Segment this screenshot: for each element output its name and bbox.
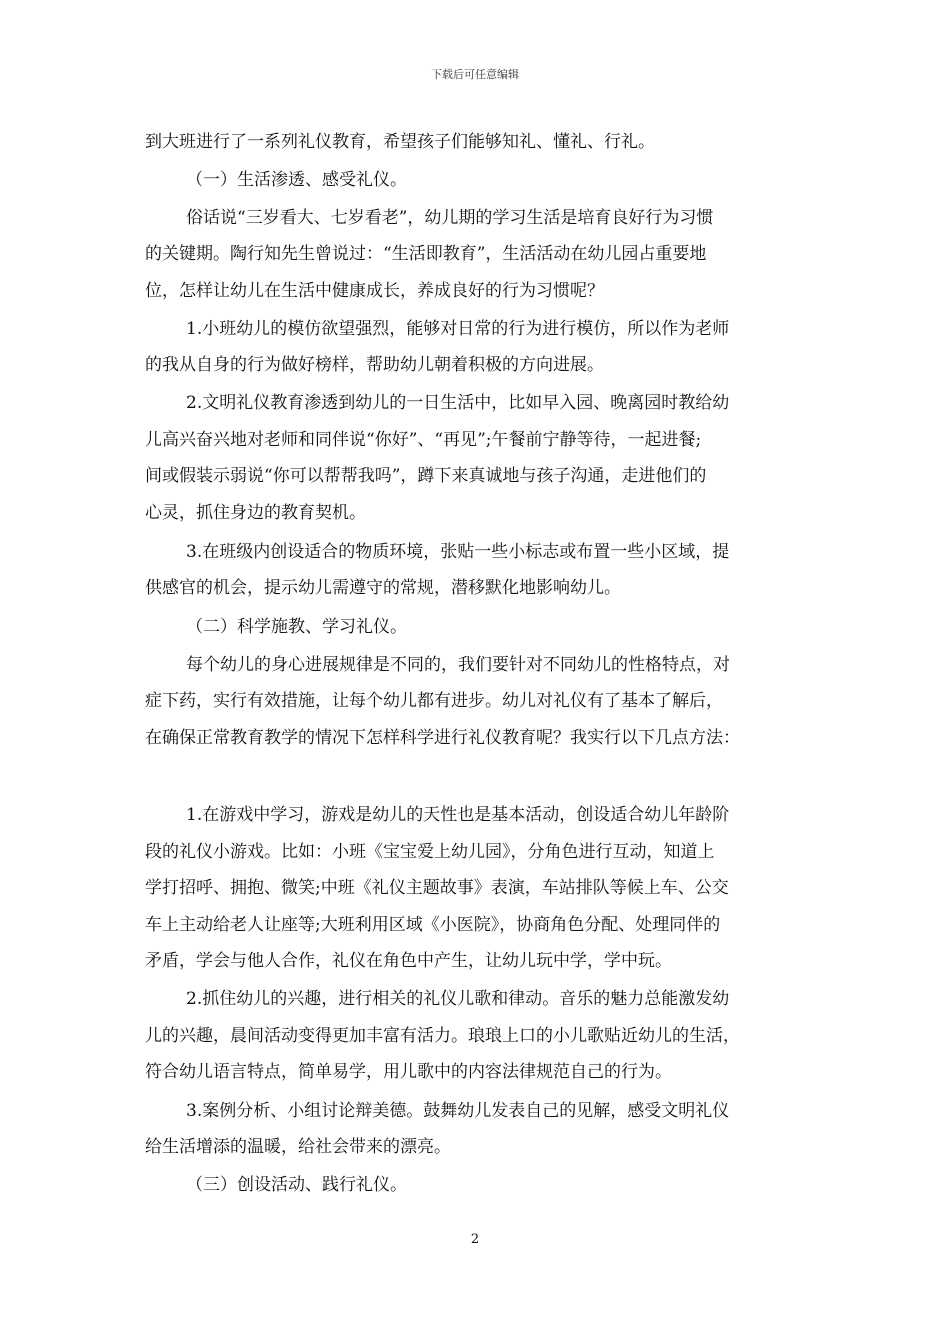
text-line: 1.在游戏中学习，游戏是幼儿的天性也是基本活动，创设适合幼儿年龄阶 (186, 805, 730, 825)
page-header: 下载后可任意编辑 (431, 68, 519, 81)
text-line: （二）科学施教、学习礼仪。 (186, 617, 407, 637)
text-line: 的我从自身的行为做好榜样，帮助幼儿朝着积极的方向进展。 (145, 355, 604, 375)
text-line: 儿高兴奋兴地对老师和同伴说“你好”、“再见”;午餐前宁静等待，一起进餐; (145, 430, 702, 450)
text-line: 的关键期。陶行知先生曾说过：“生活即教育”，生活活动在幼儿园占重要地 (145, 244, 707, 264)
text-line: 段的礼仪小游戏。比如：小班《宝宝爱上幼儿园》，分角色进行互动，知道上 (145, 842, 715, 862)
text-line: 2.文明礼仪教育渗透到幼儿的一日生活中，比如早入园、晚离园时教给幼 (186, 393, 730, 413)
text-line: 1.小班幼儿的模仿欲望强烈，能够对日常的行为进行模仿，所以作为老师 (186, 319, 730, 339)
text-line: 到大班进行了一系列礼仪教育，希望孩子们能够知礼、懂礼、行礼。 (145, 132, 655, 152)
text-line: 学打招呼、拥抱、微笑;中班《礼仪主题故事》表演，车站排队等候上车、公交 (145, 878, 729, 898)
page-number: 2 (470, 1232, 480, 1247)
text-line: 3.在班级内创设适合的物质环境，张贴一些小标志或布置一些小区域，提 (186, 542, 730, 562)
text-line: 症下药，实行有效措施，让每个幼儿都有进步。幼儿对礼仪有了基本了解后， (145, 691, 723, 711)
text-line: 心灵，抓住身边的教育契机。 (145, 503, 366, 523)
text-line: 给生活增添的温暖，给社会带来的漂亮。 (145, 1137, 451, 1157)
text-line: 供感官的机会，提示幼儿需遵守的常规，潜移默化地影响幼儿。 (145, 578, 621, 598)
text-line: 间或假装示弱说“你可以帮帮我吗”，蹲下来真诚地与孩子沟通，走进他们的 (145, 466, 707, 486)
text-line: 车上主动给老人让座等;大班利用区域《小医院》，协商角色分配、处理同伴的 (145, 915, 721, 935)
text-line: 矛盾，学会与他人合作，礼仪在角色中产生，让幼儿玩中学，学中玩。 (145, 951, 672, 971)
text-line: 位，怎样让幼儿在生活中健康成长，养成良好的行为习惯呢？ (145, 281, 604, 301)
text-line: 符合幼儿语言特点，简单易学，用儿歌中的内容法律规范自己的行为。 (145, 1062, 672, 1082)
text-line: 俗话说“三岁看大、七岁看老”，幼儿期的学习生活是培育良好行为习惯 (186, 208, 714, 228)
text-line: 儿的兴趣，晨间活动变得更加丰富有活力。琅琅上口的小儿歌贴近幼儿的生活， (145, 1026, 740, 1046)
text-line: （三）创设活动、践行礼仪。 (186, 1175, 407, 1195)
text-line: 每个幼儿的身心进展规律是不同的，我们要针对不同幼儿的性格特点，对 (186, 655, 730, 675)
text-line: 3.案例分析、小组讨论辩美德。鼓舞幼儿发表自己的见解，感受文明礼仪 (186, 1101, 730, 1121)
text-line: 2.抓住幼儿的兴趣，进行相关的礼仪儿歌和律动。音乐的魅力总能激发幼 (186, 989, 730, 1009)
text-line: 在确保正常教育教学的情况下怎样科学进行礼仪教育呢？我实行以下几点方法： (145, 728, 740, 748)
text-line: （一）生活渗透、感受礼仪。 (186, 170, 407, 190)
